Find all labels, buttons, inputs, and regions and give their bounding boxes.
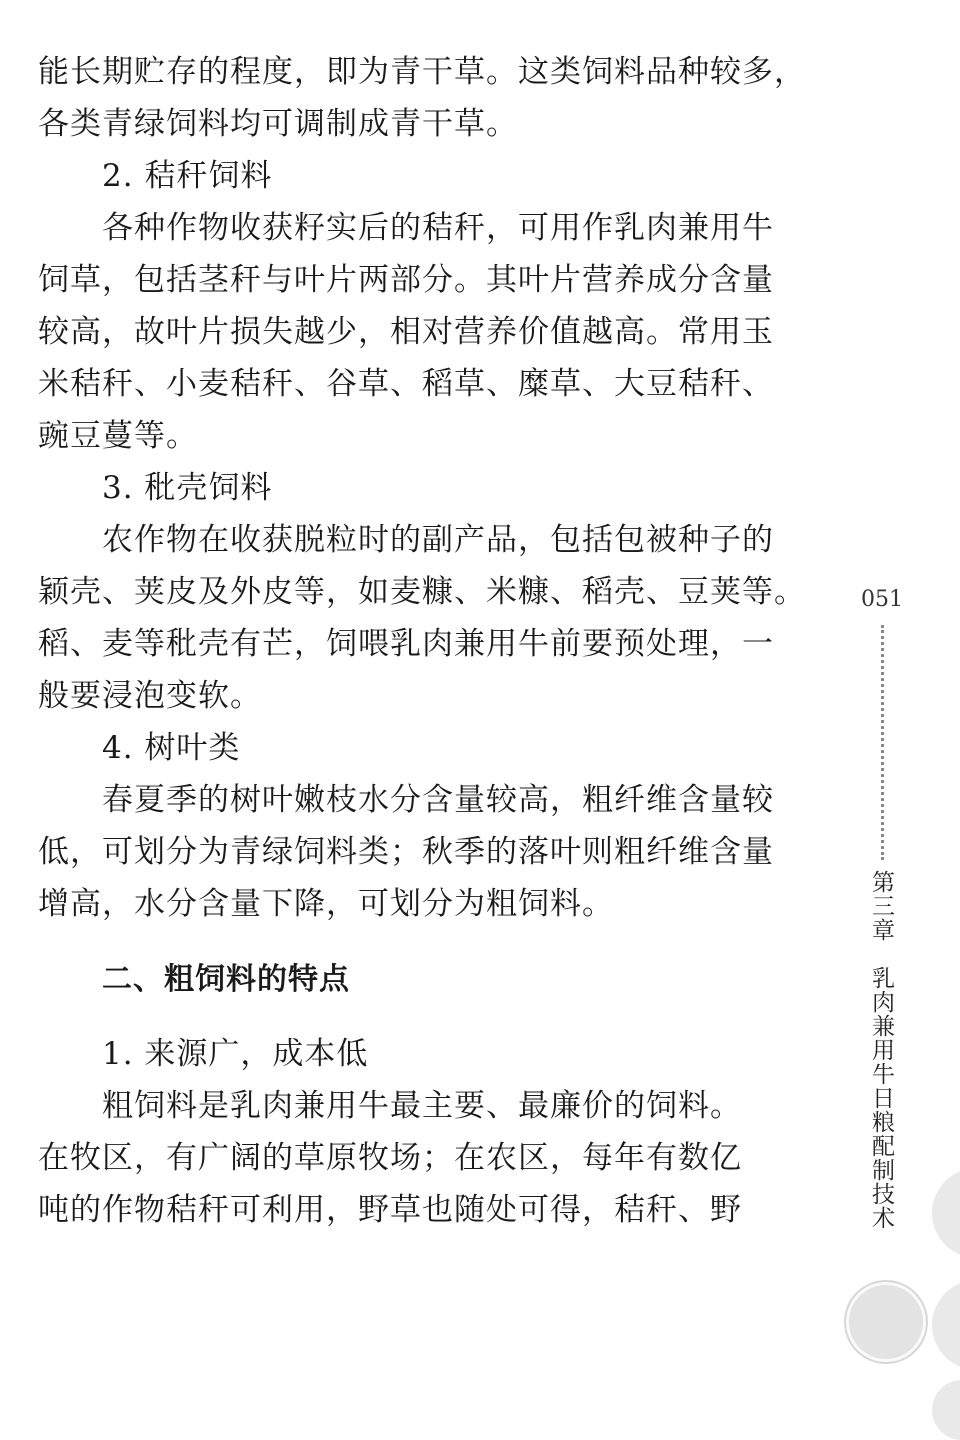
section-heading: 二、粗饲料的特点 [102, 962, 350, 997]
page-sidebar [852, 0, 912, 1405]
dotted-divider [881, 625, 884, 860]
decorative-circle [932, 1280, 960, 1370]
running-header [868, 870, 898, 1230]
text-line: 饲草，包括茎秆与叶片两部分。其叶片营养成分含量 [38, 262, 774, 298]
text-line: 增高，水分含量下降，可划分为粗饲料。 [38, 886, 614, 922]
text-line: 较高，故叶片损失越少，相对营养价值越高。常用玉 [38, 314, 774, 350]
text-line: 农作物在收获脱粒时的副产品，包括包被种子的 [102, 522, 774, 558]
text-line: 吨的作物秸秆可利用，野草也随处可得，秸秆、野 [38, 1192, 742, 1228]
text-line: 米秸秆、小麦秸秆、谷草、稻草、糜草、大豆秸秆、 [38, 366, 774, 402]
text-line: 各种作物收获籽实后的秸秆，可用作乳肉兼用牛 [102, 210, 774, 246]
text-line: 颖壳、荚皮及外皮等，如麦糠、米糠、稻壳、豆荚等。 [38, 574, 806, 610]
decorative-circle [932, 1168, 960, 1258]
subheading-stalk-feed: 2. 秸秆饲料 [102, 158, 273, 194]
subheading-leaves: 4. 树叶类 [102, 730, 241, 766]
text-line: 春夏季的树叶嫩枝水分含量较高，粗纤维含量较 [102, 782, 774, 818]
text-line: 粗饲料是乳肉兼用牛最主要、最廉价的饲料。 [102, 1088, 742, 1124]
text-line: 般要浸泡变软。 [38, 678, 262, 714]
text-line: 各类青绿饲料均可调制成青干草。 [38, 106, 518, 142]
chapter-label: 第三章 [868, 870, 894, 942]
chapter-title: 乳肉兼用牛日粮配制技术 [868, 966, 894, 1230]
text-line: 能长期贮存的程度，即为青干草。这类饲料品种较多， [38, 54, 806, 90]
text-line: 稻、麦等秕壳有芒，饲喂乳肉兼用牛前要预处理，一 [38, 626, 774, 662]
decorative-circle [932, 1380, 960, 1440]
text-line: 豌豆蔓等。 [38, 418, 198, 454]
text-line: 低，可划分为青绿饲料类；秋季的落叶则粗纤维含量 [38, 834, 774, 870]
decorative-circle [846, 1282, 926, 1362]
page-body [38, 46, 818, 1236]
subheading-husk-feed: 3. 秕壳饲料 [102, 470, 273, 506]
page-number: 051 [861, 587, 903, 612]
subheading-wide-source: 1. 来源广，成本低 [102, 1036, 369, 1072]
text-line: 在牧区，有广阔的草原牧场；在农区，每年有数亿 [38, 1140, 742, 1176]
